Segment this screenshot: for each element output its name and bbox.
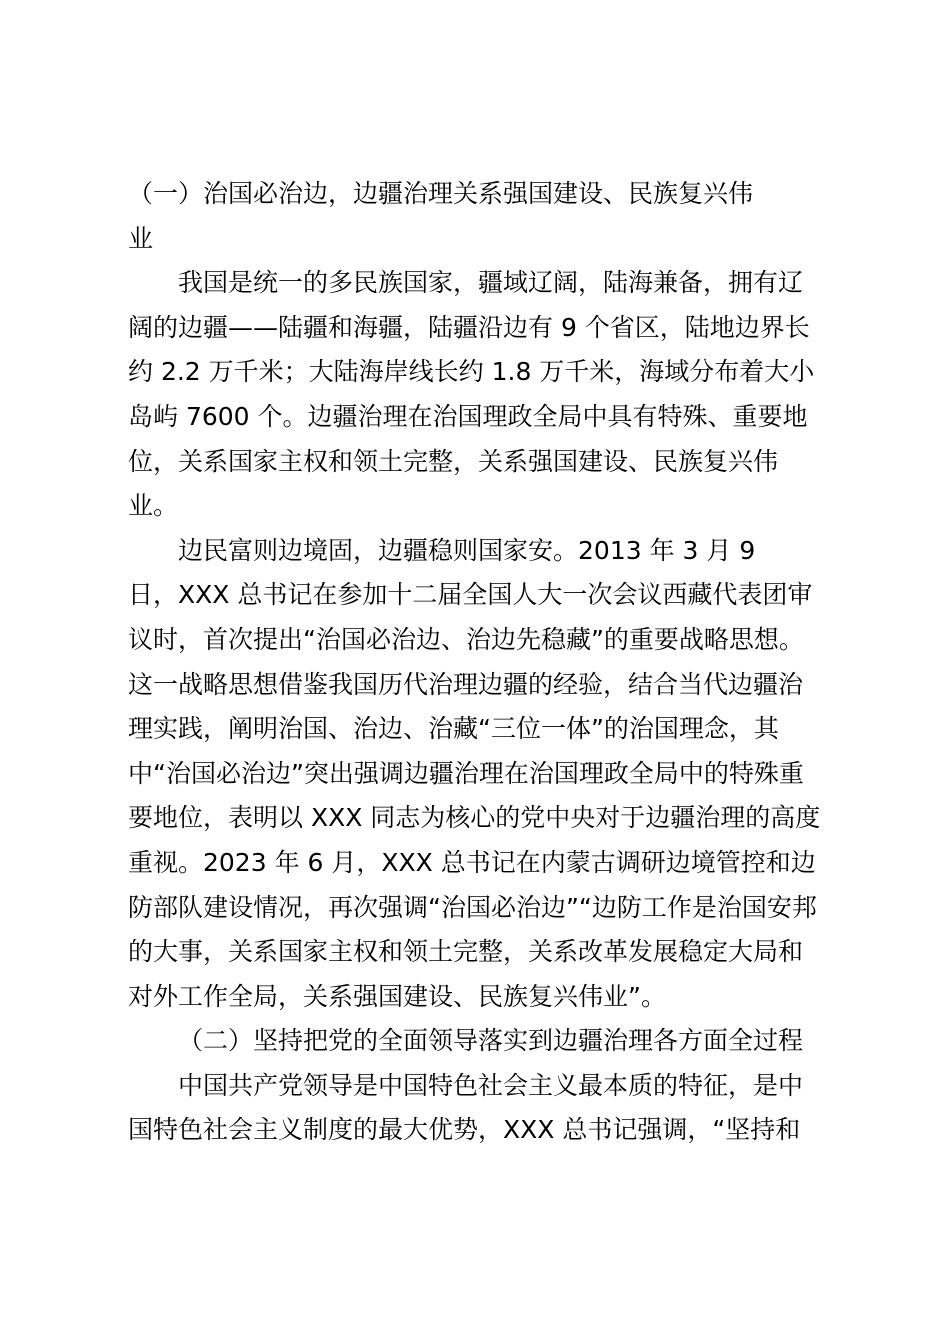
paragraph-line: 防部队建设情况，再次强调“治国必治边”“边防工作是治国安邦	[128, 892, 817, 922]
document-body	[128, 172, 828, 1153]
paragraph-line: 约 2.2 万千米；大陆海岸线长约 1.8 万千米，海域分布着大小	[128, 357, 815, 387]
paragraph-line: 位，关系国家主权和领土完整，关系强国建设、民族复兴伟	[128, 446, 779, 476]
paragraph-line: 我国是统一的多民族国家，疆域辽阔，陆海兼备，拥有辽	[178, 268, 804, 298]
paragraph-line: 边民富则边境固，边疆稳则国家安。2013 年 3 月 9	[178, 535, 756, 565]
paragraph-line: 日，XXX 总书记在参加十二届全国人大一次会议西藏代表团审	[128, 580, 813, 610]
paragraph-line: 中“治国必治边”突出强调边疆治理在治国理政全局中的特殊重	[128, 758, 804, 788]
paragraph-line: 的大事，关系国家主权和领土完整，关系改革发展稳定大局和	[128, 937, 804, 967]
paragraph-line: 理实践，阐明治国、治边、治藏“三位一体”的治国理念，其	[128, 714, 779, 744]
section-heading-2: （二）坚持把党的全面领导落实到边疆治理各方面全过程	[178, 1026, 804, 1056]
section-heading-1: （一）治国必治边，边疆治理关系强国建设、民族复兴伟	[128, 179, 754, 208]
paragraph-line: 岛屿 7600 个。边疆治理在治国理政全局中具有特殊、重要地	[128, 401, 808, 431]
paragraph-line: 议时，首次提出“治国必治边、治边先稳藏”的重要战略思想。	[128, 624, 804, 654]
paragraph-line: 这一战略思想借鉴我国历代治理边疆的经验，结合当代边疆治	[128, 669, 804, 699]
paragraph-line: 对外工作全局，关系强国建设、民族复兴伟业”。	[128, 981, 666, 1011]
paragraph-line: 重视。2023 年 6 月，XXX 总书记在内蒙古调研边境管控和边	[128, 847, 816, 877]
paragraph-line: 阔的边疆——陆疆和海疆，陆疆沿边有 9 个省区，陆地边界长	[128, 312, 810, 342]
paragraph-line: 业。	[128, 491, 179, 521]
paragraph-line: 中国共产党领导是中国特色社会主义最本质的特征，是中	[178, 1070, 804, 1100]
paragraph-line: 要地位，表明以 XXX 同志为核心的党中央对于边疆治理的高度	[128, 803, 821, 833]
section-heading-1-cont: 业	[128, 223, 154, 253]
paragraph-line: 国特色社会主义制度的最大优势，XXX 总书记强调，“坚持和	[128, 1115, 801, 1145]
